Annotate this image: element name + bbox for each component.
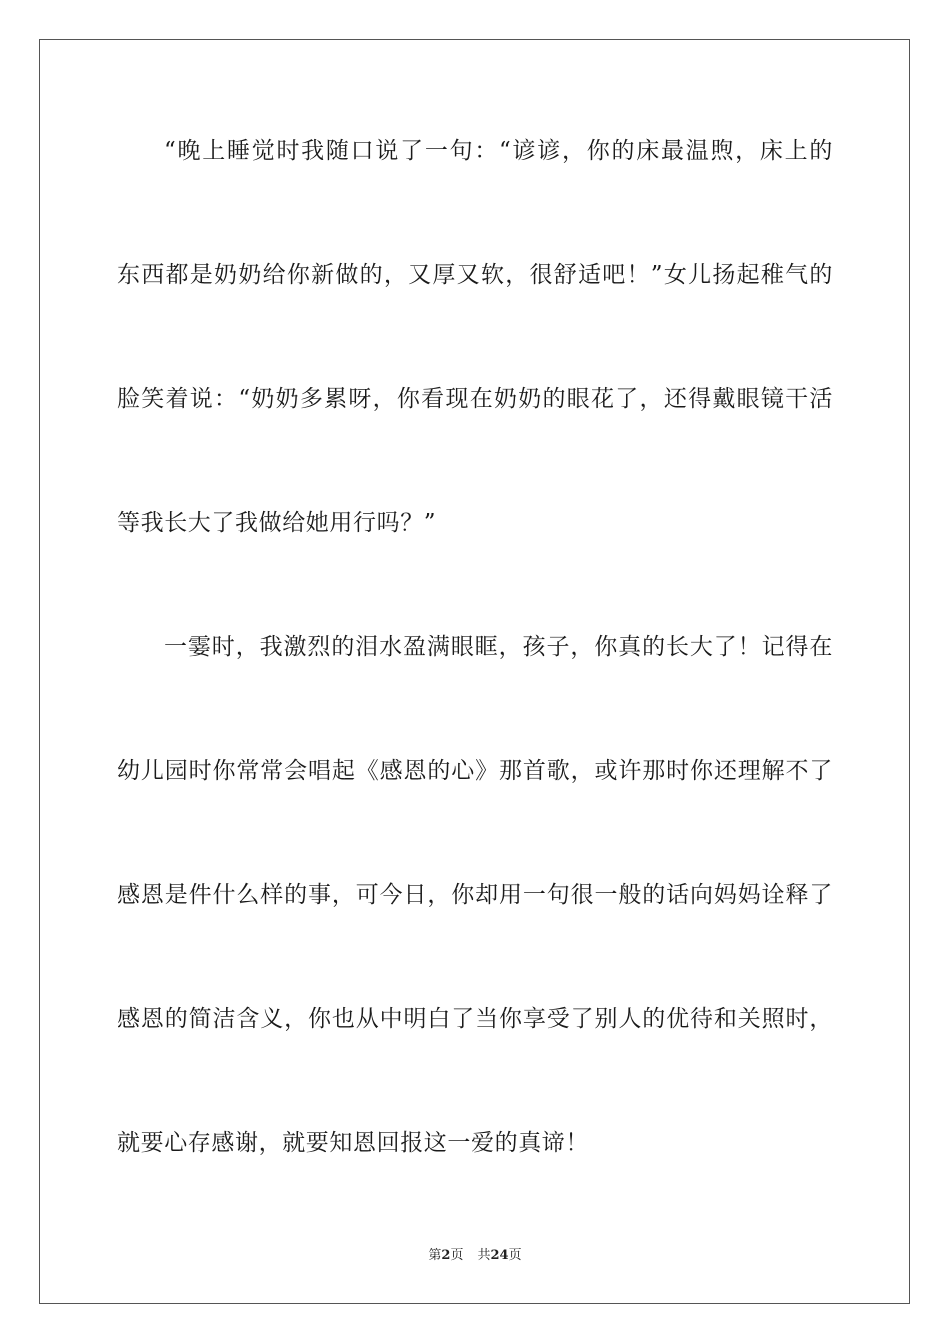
paragraph-1-line-2: 东西都是奶奶给你新做的，又厚又软，很舒适吧！”女儿扬起稚气的 <box>117 262 833 288</box>
paragraph-2-line-4: 感恩的简洁含义，你也从中明白了当你享受了别人的优待和关照时， <box>117 1006 833 1032</box>
total-prefix: 共 <box>477 1248 491 1263</box>
paragraph-2-line-1: 一霎时，我激烈的泪水盈满眼眶，孩子，你真的长大了！记得在 <box>164 634 833 660</box>
paragraph-1-line-3: 脸笑着说：“奶奶多累呀，你看现在奶奶的眼花了，还得戴眼镜干活 <box>117 386 833 412</box>
paragraph-2-line-2: 幼儿园时你常常会唱起《感恩的心》那首歌，或许那时你还理解不了 <box>117 758 833 784</box>
page-border <box>39 39 910 1304</box>
paragraph-2-line-3: 感恩是件什么样的事，可今日，你却用一句很一般的话向妈妈诠释了 <box>117 882 833 908</box>
page-suffix: 页 <box>450 1248 464 1263</box>
page-footer <box>0 1248 950 1264</box>
paragraph-2-line-5: 就要心存感谢，就要知恩回报这一爱的真谛！ <box>117 1130 589 1156</box>
paragraph-1-line-1: “晚上睡觉时我随口说了一句：“谚谚，你的床最温煦，床上的 <box>164 138 833 164</box>
paragraph-1-line-4: 等我长大了我做给她用行吗？” <box>117 510 437 536</box>
total-suffix: 页 <box>508 1248 522 1263</box>
total-pages: 24 <box>490 1248 509 1263</box>
page-number: 2 <box>441 1248 451 1263</box>
page-prefix: 第 <box>428 1248 442 1263</box>
